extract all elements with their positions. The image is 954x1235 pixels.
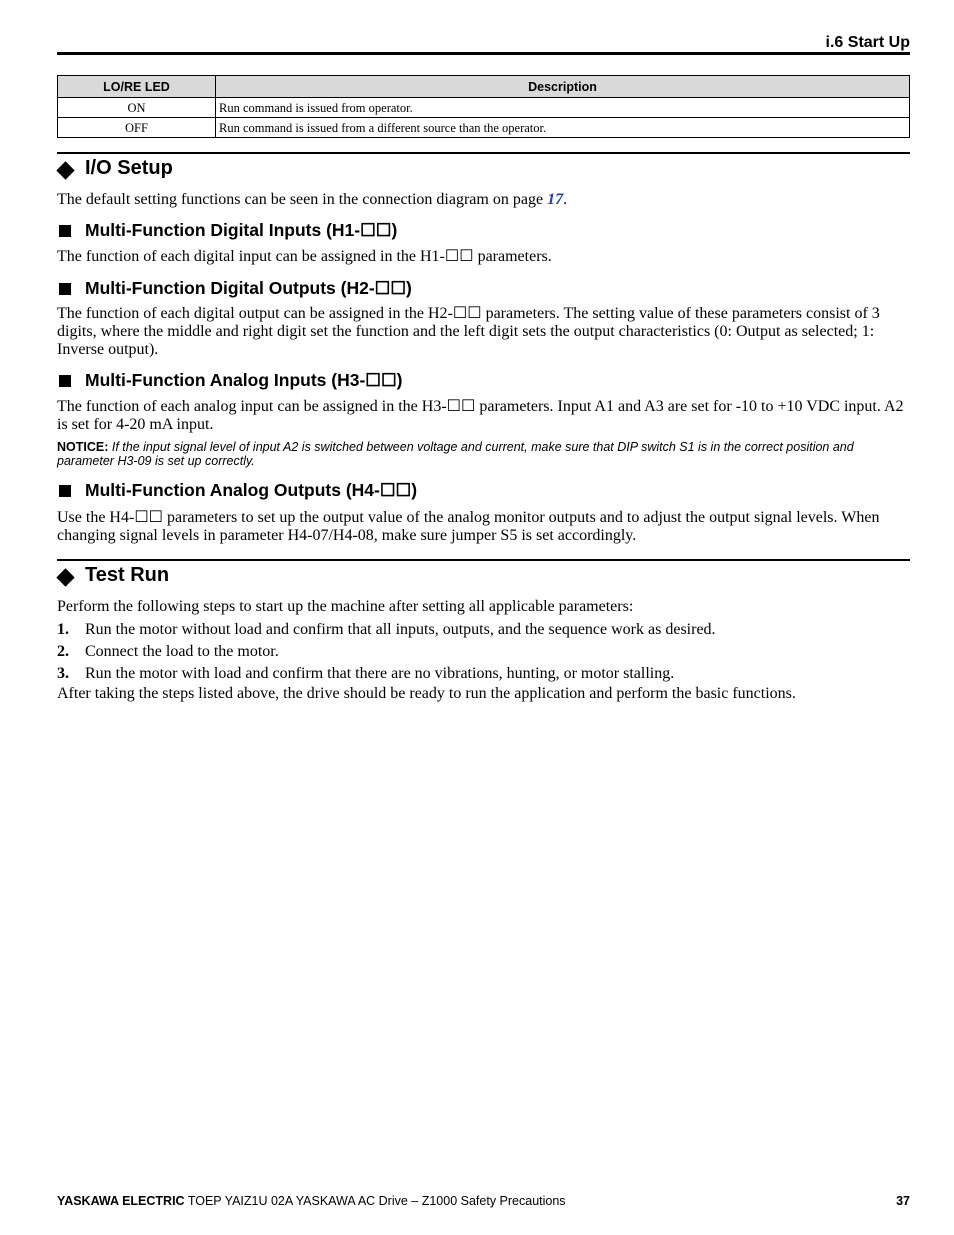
diamond-bullet-icon [56, 568, 74, 586]
square-bullet-icon [59, 283, 71, 295]
notice-label: NOTICE: [57, 440, 109, 454]
io-setup-intro [57, 191, 910, 209]
subheading-digital-outputs [57, 278, 910, 300]
test-run-steps [57, 619, 910, 685]
subheading-title: Multi-Function Analog Inputs (H3-☐☐) [85, 370, 403, 390]
step-text: Run the motor without load and confirm that all inputs, outputs, and the sequence work as desired. [85, 621, 716, 638]
list-item [57, 641, 910, 663]
subheading-analog-inputs [57, 370, 910, 392]
section-heading-test-run [57, 559, 910, 589]
digital-outputs-text: The function of each digital output can be assigned in the H2-☐☐ parameters. The setting value of these parameters consist of 3 digits, where the middle and right digit set the function and the left digit sets the output characteristics (0: Output as selected; 1: Inverse output). [57, 305, 880, 358]
step-text: Connect the load to the motor. [85, 643, 279, 660]
column-header-description: Description [216, 76, 910, 98]
table-row [58, 118, 910, 138]
square-bullet-icon [59, 225, 71, 237]
led-state-cell: OFF [58, 118, 216, 138]
led-state-cell: ON [58, 98, 216, 118]
lo-re-led-table [57, 75, 910, 138]
notice-text: If the input signal level of input A2 is switched between voltage and current, make sure that DIP switch S1 is in the correct position and parameter H3-09 is set up correctly. [57, 440, 854, 468]
notice-analog-input [57, 440, 910, 468]
table-header-row [58, 76, 910, 98]
section-heading-io-setup [57, 152, 910, 182]
list-item [57, 663, 910, 685]
square-bullet-icon [59, 375, 71, 387]
footer-brand: YASKAWA ELECTRIC [57, 1194, 185, 1208]
section-title: I/O Setup [85, 157, 173, 179]
analog-inputs-text: The function of each analog input can be assigned in the H3-☐☐ parameters. Input A1 and A3 are set for -10 to +10 VDC input. A2 is set for 4-20 mA input. [57, 398, 904, 433]
page-footer [57, 1194, 910, 1208]
step-number: 1. [57, 621, 69, 638]
subheading-title: Multi-Function Digital Inputs (H1-☐☐) [85, 220, 398, 240]
square-bullet-icon [59, 485, 71, 497]
page-header [57, 33, 910, 55]
manual-page [57, 0, 910, 1235]
list-item [57, 619, 910, 641]
test-run-outro: After taking the steps listed above, the drive should be ready to run the application and perform the basic functions. [57, 685, 796, 702]
subheading-title: Multi-Function Digital Outputs (H2-☐☐) [85, 278, 412, 298]
step-number: 3. [57, 665, 69, 682]
header-section-title: i.6 Start Up [825, 34, 910, 51]
section-title: Test Run [85, 564, 170, 586]
step-text: Run the motor with load and confirm that there are no vibrations, hunting, or motor stalling. [85, 665, 675, 682]
intro-end: . [563, 191, 568, 208]
page-number: 37 [896, 1194, 910, 1208]
digital-inputs-text: The function of each digital input can be assigned in the H1-☐☐ parameters. [57, 248, 552, 265]
intro-text: The default setting functions can be seen in the connection diagram on page [57, 191, 548, 208]
page-link[interactable]: 17 [547, 191, 564, 208]
step-number: 2. [57, 643, 69, 660]
subheading-title: Multi-Function Analog Outputs (H4-☐☐) [85, 480, 418, 500]
subheading-digital-inputs [57, 220, 910, 242]
led-description-cell: Run command is issued from operator. [216, 98, 910, 118]
subheading-analog-outputs [57, 480, 910, 502]
test-run-intro: Perform the following steps to start up the machine after setting all applicable parameters: [57, 598, 634, 615]
analog-outputs-text: Use the H4-☐☐ parameters to set up the output value of the analog monitor outputs and to adjust the output signal levels. When changing signal levels in parameter H4-07/H4-08, make sure jumper S5 is set accordingly. [57, 509, 880, 544]
led-description-cell: Run command is issued from a different source than the operator. [216, 118, 910, 138]
footer-document-title: TOEP YAIZ1U 02A YASKAWA AC Drive – Z1000 Safety Precautions [184, 1194, 566, 1208]
column-header-led: LO/RE LED [58, 76, 216, 98]
diamond-bullet-icon [56, 161, 74, 179]
table-row [58, 98, 910, 118]
